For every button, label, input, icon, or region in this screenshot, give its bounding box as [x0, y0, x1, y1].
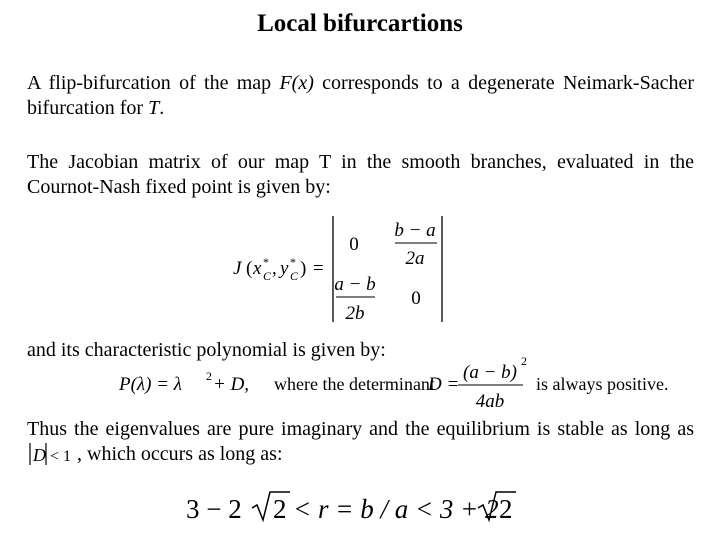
inequality-right-radicand: 2	[499, 494, 513, 524]
inequality-left-radicand: 2	[273, 494, 287, 524]
matrix-entry-11: 0	[349, 234, 359, 255]
abs-lt-one: < 1	[50, 448, 72, 465]
jacobian-equals: =	[313, 258, 324, 279]
inequality-left: 3 − 2	[186, 494, 242, 524]
polynomial-D-eq: D =	[428, 374, 460, 395]
polynomial-tail: is always positive.	[536, 374, 669, 394]
polynomial-lhs: P(λ) = λ	[119, 374, 183, 395]
jacobian-x-sup: *	[263, 255, 269, 269]
polynomial-exp: 2	[206, 369, 212, 383]
paragraph-eigenvalues	[27, 417, 694, 467]
jacobian-x: x	[253, 258, 262, 279]
paragraph-jacobian: The Jacobian matrix of our map T in the smooth branches, evaluated in the Cournot-Nash fixed point is given by:	[27, 151, 694, 198]
matrix-entry-21-numerator: a − b	[334, 274, 376, 295]
p1-text-b: corresponds to a degenerate Neimark-Sacher bifurcation for	[27, 72, 694, 119]
matrix-entry-12-denominator: 2a	[405, 248, 425, 269]
polynomial-num-exp: 2	[521, 355, 527, 368]
inequality-middle: < r = b / a < 3 + 2	[293, 494, 499, 524]
jacobian-equation	[225, 210, 455, 328]
matrix-entry-22: 0	[411, 288, 421, 309]
p4-text-a: Thus the eigenvalues are pure imaginary and the equilibrium is stable as long as	[27, 418, 694, 440]
p4-text-b: , which occurs as long as:	[77, 443, 283, 465]
p1-end: .	[159, 97, 165, 119]
matrix-entry-21-denominator: 2b	[345, 303, 365, 324]
polynomial-plus-D: + D,	[213, 374, 250, 395]
polynomial-equation	[115, 355, 695, 413]
matrix-entry-12-numerator: b − a	[394, 220, 436, 241]
jacobian-comma: ,	[272, 258, 277, 279]
polynomial-denominator: 4ab	[475, 391, 505, 412]
slide-title: Local bifurcartions	[257, 10, 463, 37]
polynomial-numerator: (a − b)	[463, 362, 517, 383]
p1-text-a: A flip-bifurcation of the map	[27, 72, 280, 94]
final-inequality	[180, 486, 525, 530]
p1-function: F(x)	[279, 72, 314, 94]
jacobian-x-sub: C	[263, 269, 272, 283]
jacobian-y-sup: *	[290, 255, 296, 269]
abs-D: D	[33, 445, 46, 465]
p1-map-T: T	[148, 97, 160, 119]
jacobian-y: y	[280, 258, 289, 279]
jacobian-lparen: (	[246, 258, 253, 279]
jacobian-rparen: )	[300, 258, 307, 279]
jacobian-y-sub: C	[290, 269, 299, 283]
polynomial-where-text: where the determinant	[274, 374, 435, 394]
jacobian-J: J	[233, 258, 242, 279]
paragraph-flip-bifurcation	[27, 71, 694, 121]
paragraph-characteristic: and its characteristic polynomial is given by:	[27, 339, 386, 361]
abs-D-condition	[27, 442, 77, 466]
